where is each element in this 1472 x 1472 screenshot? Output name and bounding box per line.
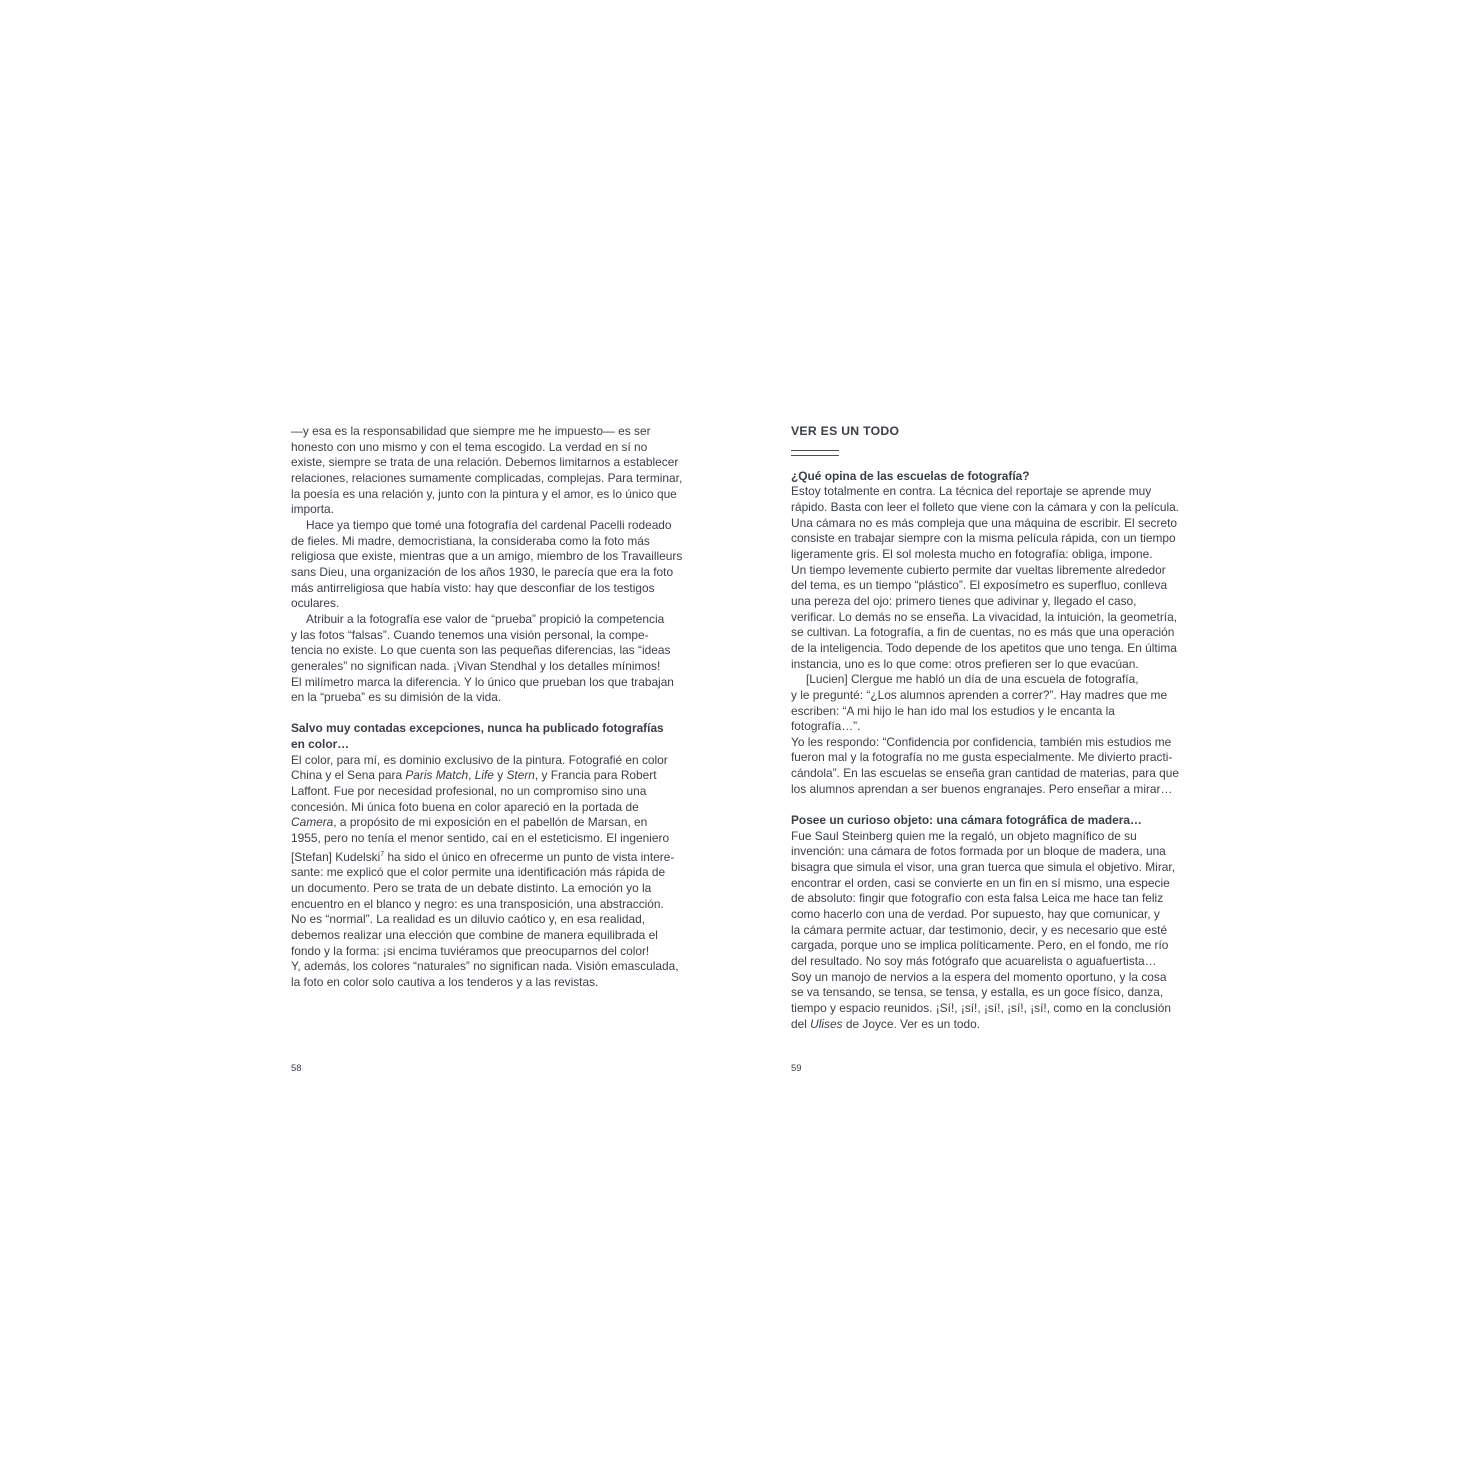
body-paragraph: Atribuir a la fotografía ese valor de “prueba” propició la competencia y las fotos “falsas”. Cuando tenemos una visión personal, la compe- tencia no existe. Lo que cuenta son las pequeñas diferencias, las “ideas generales” no significan nada. ¡Vivan Stendhal y los detalles mínimos! El milímetro marca la diferencia. Y lo único que prueban los que trabajan en la “prueba” es su dimisión de la vida. <box>291 611 674 705</box>
interview-question: ¿Qué opina de las escuelas de fotografía? <box>791 468 1030 483</box>
section-rule <box>791 450 839 456</box>
interview-answer: [Lucien] Clergue me habló un día de una escuela de fotografía, y le pregunté: “¿Los alumnos aprenden a correr?”. Hay madres que me escriben: “A mi hijo le han ido mal los estudios y le encanta la fotografía…”. Yo les respondo: “Confidencia por confidencia, también mis estudios me fueron mal y la fotografía no me gusta especialmente. Me divierto practi- cándola”. En las escuelas se enseña gran cantidad de materias, para que los alumnos aprendan a ser buenos engranajes. Pero enseñar a mirar… <box>791 672 1180 796</box>
magazine-title: Life <box>474 768 494 783</box>
body-paragraph: —y esa es la responsabilidad que siempre me he impuesto— es ser honesto con uno mismo y con el tema escogido. La verdad en sí no existe, siempre se trata de una relación. Debemos limitarnos a establecer relaciones, relaciones sumamente complicadas, complejas. Para terminar, la poesía es una relación y, junto con la pintura y el amor, es lo único que importa. <box>291 424 683 517</box>
book-title: Ulises <box>810 1016 843 1031</box>
footnote-marker: 7 <box>380 850 385 858</box>
interview-question: Salvo muy contadas excepciones, nunca ha publicado fotografías en color… <box>291 721 664 752</box>
page-number: 58 <box>291 1063 302 1074</box>
section-title: VER ES UN TODO <box>791 424 900 438</box>
page-number: 59 <box>791 1063 802 1074</box>
interview-question: Posee un curioso objeto: una cámara fotográfica de madera… <box>791 813 1142 828</box>
body-paragraph: Hace ya tiempo que tomé una fotografía del cardenal Pacelli rodeado de fieles. Mi madre, democristiana, la consideraba como la foto más religiosa que existe, mientras que a un amigo, miembro de los Travailleurs sans Dieu, una organización de los años 1930, le parecía que era la foto más antirreligiosa que había visto: hay que desconfiar de los testigos oculares. <box>291 517 683 611</box>
left-page <box>291 424 683 991</box>
magazine-title: Paris Match <box>405 768 469 783</box>
magazine-title: Stern <box>506 768 535 783</box>
magazine-title: Camera <box>291 815 334 830</box>
interview-answer: El color, para mí, es dominio exclusivo de la pintura. Fotografié en color China y el Sena para Paris Match, Life y Stern, y Francia para Robert Laffont. Fue por necesidad profesional, no un compromiso sino una concesión. Mi única foto buena en color apareció en la portada de Camera, a propósito de mi exposición en el pabellón de Marsan, en 1955, pero no tenía el menor sentido, caí en el esteticismo. El ingeniero [Stefan] Kudelski$^7$ ha sido el único en ofrecerme un punto de vista intere- sante: me explicó que el color permite una identificación más rápida de un documento. Pero se trata de un debate distinto. La emoción yo la encuentro en el blanco y negro: es una transposición, una abstracción. No es “normal”. La realidad es un diluvio caótico y, en esa realidad, debemos realizar una elección que combine de manera equilibrada el fondo y la forma: ¡si encima tuviéramos que preocuparnos del color! Y, además, los colores “naturales” no significan nada. Visión emasculada, la foto en color solo cautiva a los tenderos y a las revistas. <box>291 752 679 989</box>
interview-answer: Estoy totalmente en contra. La técnica del reportaje se aprende muy rápido. Basta con leer el folleto que viene con la cámara y con la película. Una cámara no es más compleja que una máquina de escribir. El secreto consiste en trabajar siempre con la misma película rápida, con un tiempo ligeramente gris. El sol molesta mucho en fotografía: obliga, impone. Un tiempo levemente cubierto permite dar vueltas libremente alrededor del tema, es un tiempo “plástico”. El exposímetro es superfluo, conlleva una pereza del ojo: primero tienes que adivinar y, llegado el caso, verificar. Lo demás no se enseña. La vivacidad, la intuición, la geometría, se cultivan. La fotografía, a fin de cuentas, no es más que una operación de la inteligencia. Todo depende de los apetitos que uno tenga. En última instancia, uno es lo que come: otros prefieren ser lo que evacúan. <box>791 484 1179 671</box>
right-page <box>791 424 1183 1032</box>
interview-answer: Fue Saul Steinberg quien me la regaló, un objeto magnífico de su invención: una cámara de fotos formada por un bloque de madera, una bisagra que simula el visor, una gran tuerca que simula el objetivo. Mirar, encontrar el orden, casi se convierte en un fin en sí mismo, una especie de absoluto: fingir que fotografío con esta falsa Leica me hace tan feliz como hacerlo con una de verdad. Por supuesto, hay que comunicar, y la cámara permite actuar, dar testimonio, decir, y es necesario que esté cargada, porque uno se implica políticamente. Pero, en el fondo, me río del resultado. No soy más fotógrafo que acuarelista o aguafuertista… Soy un manojo de nervios a la espera del momento oportuno, y la cosa se va tensando, se tensa, se tensa, y estalla, es un goce físico, danza, tiempo y espacio reunidos. ¡Sí!, ¡sí!, ¡sí!, ¡sí!, ¡sí!, como en la conclusión del Ulises de Joyce. Ver es un todo. <box>791 828 1176 1031</box>
